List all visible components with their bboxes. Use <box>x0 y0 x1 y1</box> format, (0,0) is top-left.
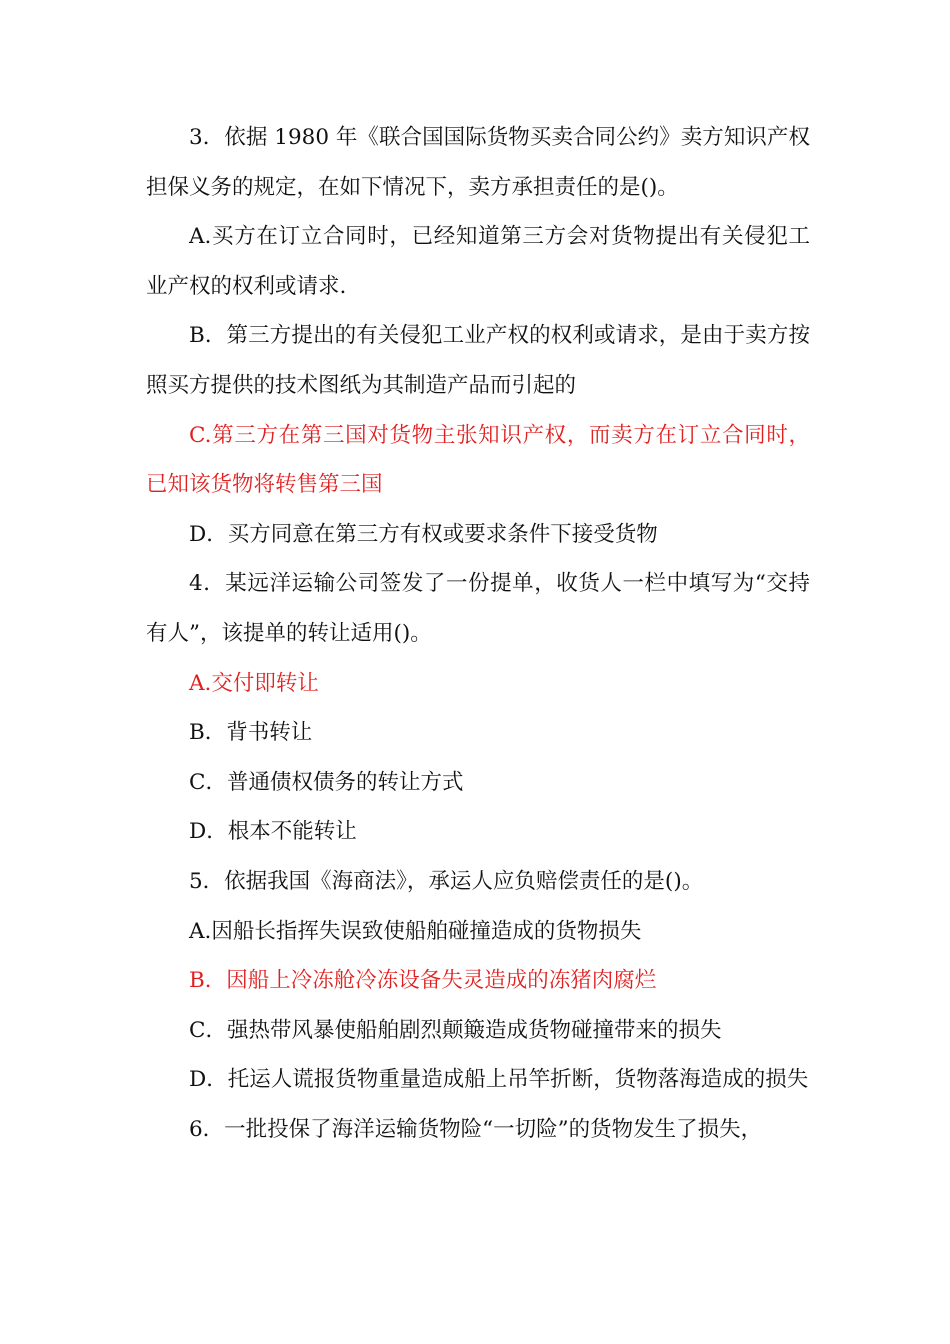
question-6-stem: 6．一批投保了海洋运输货物险“一切险”的货物发生了损失， <box>189 1116 763 1142</box>
question-5-option-b-answer: B．因船上冷冻舱冷冻设备失灵造成的冻猪肉腐烂 <box>189 968 657 994</box>
question-4-option-d: D．根本不能转让 <box>189 819 357 845</box>
question-4-option-b: B．背书转让 <box>189 720 313 746</box>
question-3-option-b: B．第三方提出的有关侵犯工业产权的权利或请求，是由于卖方按照买方提供的技术图纸为其制造产品而引起的 <box>146 323 810 398</box>
question-3-option-c-answer: C.第三方在第三国对货物主张知识产权，而卖方在订立合同时，已知该货物将转售第三国 <box>146 422 810 498</box>
question-5-stem: 5．依据我国《海商法》，承运人应负赔偿责任的是()。 <box>189 868 704 894</box>
question-5-option-d: D．托运人谎报货物重量造成船上吊竿折断，货物落海造成的损失 <box>189 1067 809 1093</box>
question-3-option-d: D．买方同意在第三方有权或要求条件下接受货物 <box>189 521 658 547</box>
question-4-option-c: C．普通债权债务的转让方式 <box>189 769 464 795</box>
question-3-option-a: A.买方在订立合同时，已经知道第三方会对货物提出有关侵犯工业产权的权利或请求. <box>146 224 810 299</box>
question-4-stem: 4．某远洋运输公司签发了一份提单，收货人一栏中填写为“交持有人”，该提单的转让适用()。 <box>146 571 810 646</box>
question-5-option-c: C．强热带风暴使船舶剧烈颠簸造成货物碰撞带来的损失 <box>189 1017 722 1043</box>
question-3-stem: 3．依据 1980 年《联合国国际货物买卖合同公约》卖方知识产权担保义务的规定，在如下情况下，卖方承担责任的是()。 <box>146 125 810 200</box>
question-4-option-a-answer: A.交付即转让 <box>189 670 319 696</box>
question-5-option-a: A.因船长指挥失误致使船舶碰撞造成的货物损失 <box>189 918 642 944</box>
document-page <box>146 113 810 1154</box>
